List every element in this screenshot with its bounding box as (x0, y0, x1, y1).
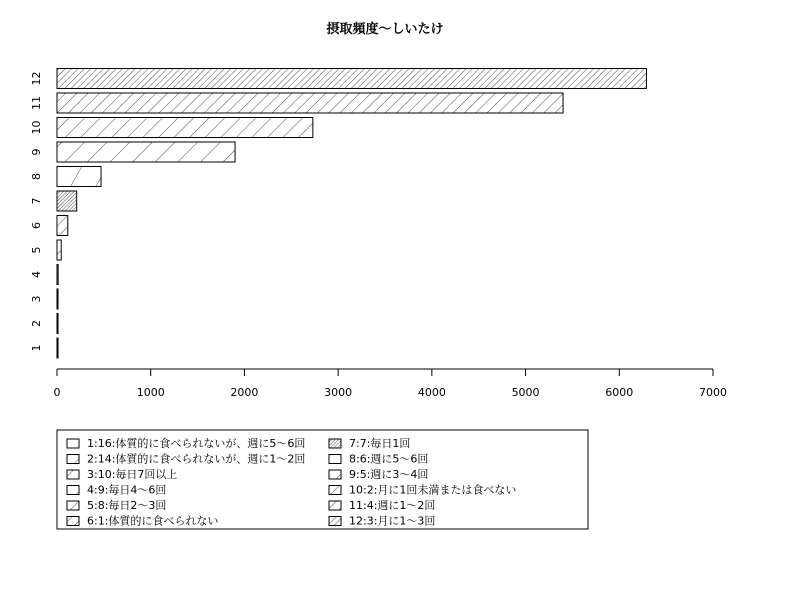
legend-item-label: 8:6:週に5〜6回 (349, 452, 429, 466)
legend-item-label: 12:3:月に1〜3回 (349, 514, 436, 528)
legend-swatch (67, 501, 79, 510)
bar-11 (57, 93, 563, 113)
bar-5 (57, 240, 61, 260)
y-tick-label: 12 (30, 71, 43, 86)
y-tick-label: 6 (30, 222, 43, 229)
bar-6 (57, 216, 68, 236)
y-tick-label: 4 (30, 271, 43, 278)
y-tick-label: 3 (30, 295, 43, 303)
y-tick-label: 5 (30, 246, 43, 254)
legend-item-label: 9:5:週に3〜4回 (349, 468, 429, 481)
legend (57, 430, 588, 529)
legend-item-label: 3:10:毎日7回以上 (87, 468, 178, 481)
x-tick-label: 0 (53, 386, 61, 399)
y-tick-label: 8 (30, 173, 43, 180)
legend-swatch (329, 486, 341, 495)
bar-7 (57, 191, 77, 211)
legend-item-label: 1:16:体質的に食べられないが、週に5〜6回 (87, 437, 306, 450)
legend-item-label: 4:9:毎日4〜6回 (87, 483, 167, 497)
x-tick-label: 6000 (605, 386, 634, 399)
chart-title: 摂取頻度〜しいたけ (326, 22, 444, 37)
bars (57, 69, 646, 359)
legend-swatch (67, 455, 79, 464)
bar-12 (57, 69, 646, 89)
legend-swatch (329, 501, 341, 510)
legend-swatch (329, 455, 341, 464)
y-tick-label: 9 (30, 148, 43, 156)
bar-4 (57, 265, 58, 285)
x-tick-label: 2000 (230, 386, 259, 399)
x-tick-label: 5000 (511, 386, 540, 399)
y-tick-label: 7 (30, 197, 43, 205)
legend-swatch (67, 517, 79, 526)
legend-item-label: 10:2:月に1回未満または食べない (349, 483, 517, 497)
y-axis (30, 72, 43, 352)
bar-1 (57, 338, 58, 358)
legend-item-label: 6:1:体質的に食べられない (87, 514, 219, 528)
legend-swatch (67, 486, 79, 495)
y-tick-label: 11 (30, 96, 43, 110)
y-tick-label: 1 (30, 344, 43, 352)
legend-swatch (67, 439, 79, 448)
bar-8 (57, 167, 101, 187)
legend-swatch (329, 517, 341, 526)
x-tick-label: 1000 (136, 386, 165, 399)
legend-item-label: 11:4:週に1〜2回 (349, 499, 436, 512)
y-tick-label: 10 (30, 120, 43, 135)
y-tick-label: 2 (30, 320, 43, 327)
x-tick-label: 3000 (324, 386, 353, 399)
bar-3 (57, 289, 58, 309)
x-axis (54, 369, 728, 399)
legend-item-label: 2:14:体質的に食べられないが、週に1〜2回 (87, 452, 306, 466)
bar-9 (57, 142, 235, 162)
legend-item-label: 5:8:毎日2〜3回 (87, 499, 167, 512)
bar-2 (57, 314, 58, 334)
x-tick-label: 4000 (417, 386, 446, 399)
x-tick-label: 7000 (699, 386, 727, 399)
legend-item-label: 7:7:毎日1回 (349, 437, 411, 450)
legend-swatch (329, 470, 341, 479)
bar-10 (57, 118, 313, 138)
legend-swatch (329, 439, 341, 448)
legend-swatch (67, 470, 79, 479)
